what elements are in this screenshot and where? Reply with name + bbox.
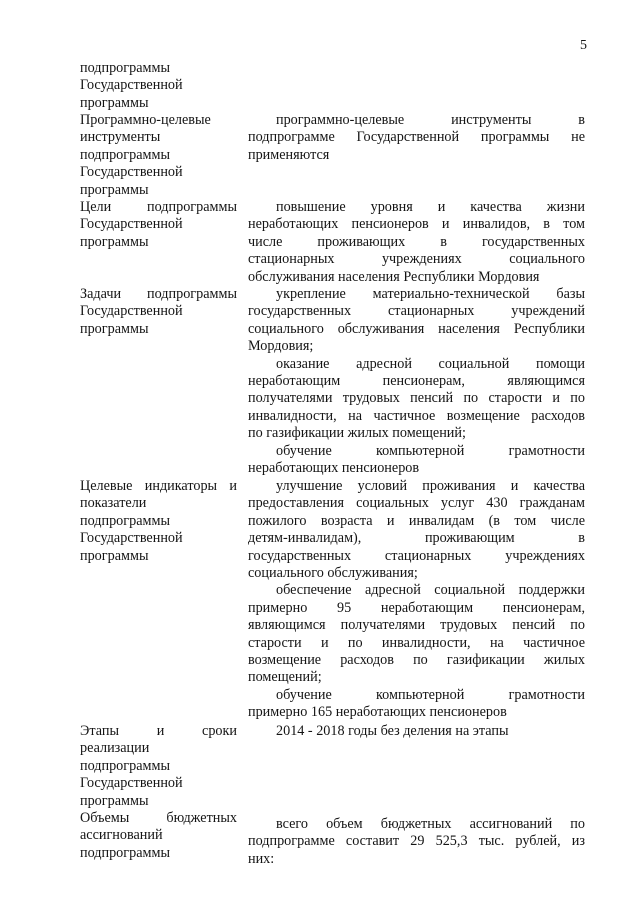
value-line: государственных стационарных учреждений (248, 303, 585, 320)
value-line: неработающих пенсионеров и инвалидов, в том (248, 216, 585, 233)
label-line: Объемы бюджетных (80, 810, 237, 826)
label-line: программы (80, 181, 149, 198)
value-line: 2014 - 2018 годы без деления на этапы (276, 723, 509, 739)
value-line: числе проживающих в государственных (248, 233, 585, 250)
value-line: социального обслуживания; (248, 565, 418, 582)
label-line: Государственной (80, 775, 183, 792)
row-label (80, 478, 237, 723)
value-line: старости и по инвалидности, на частичное (248, 634, 585, 651)
value-line: помещений; (248, 669, 322, 686)
value-line: обучение компьютерной грамотности (276, 442, 585, 459)
value-line: обучение компьютерной грамотности (276, 686, 585, 703)
value-line: пожилого возраста и инвалидам (в том числе (248, 512, 585, 529)
value-line: применяются (248, 146, 330, 163)
value-line: оказание адресной социальной помощи (276, 355, 585, 372)
label-line: инструменты (80, 129, 161, 146)
label-line: Цели подпрограммы (80, 199, 237, 215)
label-line: подпрограммы (80, 757, 170, 774)
row-label (80, 112, 237, 199)
value-line: обслуживания населения Республики Мордовия (248, 268, 540, 285)
row-value (248, 478, 585, 723)
row-value (248, 60, 585, 112)
value-line: укрепление материально-технической базы (276, 286, 585, 302)
label-line: программы (80, 320, 149, 337)
table-row (80, 286, 585, 478)
value-line: программно-целевые инструменты в (276, 112, 585, 128)
label-line: подпрограммы (80, 146, 170, 163)
row-value (248, 112, 585, 199)
value-line: инвалидности, на частичное возмещение расходов (248, 407, 585, 424)
value-line: всего объем бюджетных ассигнований по (276, 816, 585, 832)
value-line: примерно 95 неработающим пенсионерам, (248, 599, 585, 616)
value-line: примерно 165 неработающих пенсионеров (248, 704, 507, 721)
value-line: подпрограмме составит 29 525,3 тыс. рублей, из (248, 833, 585, 850)
passport-table (80, 60, 585, 880)
label-line: подпрограммы (80, 60, 170, 76)
page-number: 5 (580, 38, 587, 53)
label-line: программы (80, 233, 149, 250)
value-line: предоставления социальных услуг 430 гражданам (248, 495, 585, 512)
row-label (80, 286, 237, 478)
label-line: Этапы и сроки (80, 723, 237, 739)
value-line: являющимся получателями трудовых пенсий по (248, 617, 585, 634)
row-value (248, 286, 585, 478)
label-line: Государственной (80, 164, 183, 181)
label-line: Государственной (80, 303, 183, 320)
row-label (80, 723, 237, 810)
label-line: Государственной (80, 77, 183, 94)
label-line: Государственной (80, 530, 183, 547)
table-row (80, 478, 585, 723)
label-line: подпрограммы (80, 844, 170, 861)
label-line: Программно-целевые (80, 112, 211, 128)
label-line: Задачи подпрограммы (80, 286, 237, 302)
row-value (248, 199, 585, 286)
label-line: реализации (80, 740, 150, 757)
label-line: Целевые индикаторы и (80, 478, 237, 494)
row-value (248, 810, 585, 880)
value-line: улучшение условий проживания и качества (276, 478, 585, 494)
value-line: них: (248, 850, 275, 867)
value-line: неработающих пенсионеров (248, 460, 420, 477)
label-line: ассигнований (80, 827, 163, 844)
row-label (80, 60, 237, 112)
label-line: программы (80, 792, 149, 809)
value-line: обеспечение адресной социальной поддержки (276, 582, 585, 599)
value-line: по газификации жилых помещений; (248, 425, 466, 442)
label-line: показатели (80, 495, 147, 512)
table-row (80, 112, 585, 199)
label-line: программы (80, 94, 149, 111)
row-label (80, 199, 237, 286)
label-line: программы (80, 547, 149, 564)
value-line: стационарных учреждениях социального (248, 251, 585, 268)
table-row (80, 723, 585, 810)
value-line: социального обслуживания населения Республики (248, 320, 585, 337)
table-row (80, 810, 585, 880)
value-line: возмещение расходов по газификации жилых (248, 652, 585, 669)
value-line: государственных стационарных учреждениях (248, 547, 585, 564)
value-line: Мордовия; (248, 338, 314, 355)
table-row (80, 60, 585, 112)
value-line: неработающим пенсионерам, являющимся (248, 373, 585, 390)
label-line: Государственной (80, 216, 183, 233)
table-row (80, 199, 585, 286)
label-line: подпрограммы (80, 512, 170, 529)
value-line: получателями трудовых пенсий по старости и по (248, 390, 585, 407)
row-label (80, 810, 237, 880)
value-line: подпрограмме Государственной программы не (248, 129, 585, 146)
value-line: детям-инвалидам), проживающим в (248, 530, 585, 547)
row-value (248, 723, 585, 810)
value-line: повышение уровня и качества жизни (276, 199, 585, 215)
